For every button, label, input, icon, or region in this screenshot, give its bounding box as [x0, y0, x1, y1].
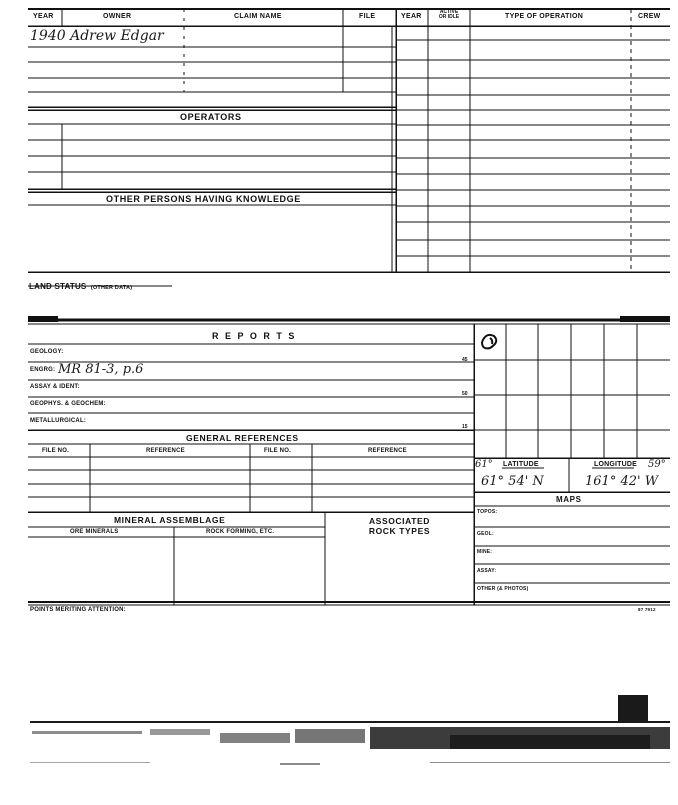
ref-col-ref-1: REFERENCE	[146, 448, 185, 454]
associated-line-1: ASSOCIATED	[368, 516, 431, 526]
latitude-label: LATITUDE	[503, 461, 539, 468]
first-entry-handwritten: 1940 Adrew Edgar	[30, 28, 164, 44]
form-code: 87 7912	[638, 607, 656, 612]
points-meriting-attention: POINTS MERITING ATTENTION:	[30, 607, 126, 613]
other-persons-title: OTHER PERSONS HAVING KNOWLEDGE	[106, 194, 301, 204]
header-type-of-operation: TYPE OF OPERATION	[505, 13, 584, 20]
header-year-2: YEAR	[401, 13, 422, 20]
report-number-3: 15	[462, 424, 468, 430]
lat-prefix-handwritten: 61°	[475, 459, 493, 470]
assay-label: ASSAY & IDENT:	[30, 384, 80, 390]
header-active-idle	[430, 10, 468, 20]
header-active-label: ACTIVE	[439, 9, 459, 15]
land-status-label	[29, 276, 132, 294]
ore-minerals-label: ORE MINERALS	[70, 529, 119, 535]
scan-noise-band	[30, 715, 670, 775]
reports-title: R E P O R T S	[212, 331, 297, 341]
maps-geol-label: GEOL:	[477, 531, 494, 537]
report-number-1: 45	[462, 357, 468, 363]
header-file: FILE	[359, 13, 376, 20]
land-status-sub: (OTHER DATA)	[90, 285, 133, 291]
engrg-value-handwritten: MR 81-3, p.6	[58, 362, 144, 377]
maps-topos-label: TOPOS:	[477, 509, 498, 515]
associated-line-2: ROCK TYPES	[368, 526, 431, 536]
maps-title: MAPS	[556, 495, 582, 504]
header-claim-name: CLAIM NAME	[234, 13, 282, 20]
engrg-label: ENGRG:	[30, 367, 56, 373]
header-crew: CREW	[638, 13, 661, 20]
maps-other-label: OTHER (& PHOTOS)	[477, 586, 529, 592]
maps-mine-label: MINE:	[477, 549, 493, 555]
header-year: YEAR	[33, 13, 54, 20]
mineral-assemblage-title: MINERAL ASSEMBLAGE	[114, 515, 226, 525]
report-number-2: 50	[462, 391, 468, 397]
geology-label: GEOLOGY:	[30, 349, 64, 355]
operators-title: OPERATORS	[180, 112, 242, 122]
header-or-idle-label: OR IDLE	[438, 14, 460, 20]
geophys-label: GEOPHYS. & GEOCHEM:	[30, 401, 106, 407]
header-owner: OWNER	[103, 13, 132, 20]
metallurgical-label: METALLURGICAL:	[30, 418, 87, 424]
rock-forming-label: ROCK FORMING, ETC.	[206, 529, 275, 535]
ref-col-file-1: FILE NO.	[42, 448, 69, 454]
longitude-label: LONGITUDE	[594, 461, 638, 468]
land-status-text: LAND STATUS	[29, 282, 87, 291]
associated-rock-types	[325, 516, 474, 536]
longitude-value-handwritten: 161° 42' W	[585, 474, 659, 489]
ref-col-ref-2: REFERENCE	[368, 448, 407, 454]
general-references-title: GENERAL REFERENCES	[186, 433, 299, 443]
lon-suffix-handwritten: 59°	[648, 459, 666, 470]
ref-col-file-2: FILE NO.	[264, 448, 291, 454]
maps-assay-label: ASSAY:	[477, 568, 497, 574]
latitude-value-handwritten: 61° 54' N	[481, 474, 544, 489]
